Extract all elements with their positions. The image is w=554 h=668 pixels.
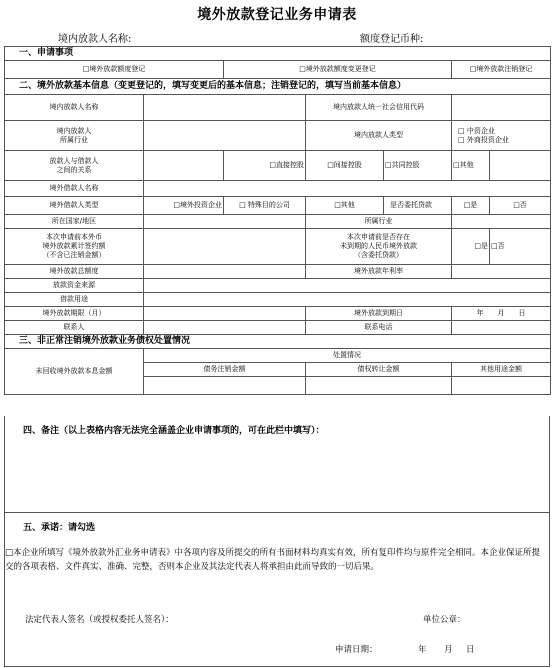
section-2-title: 二、境外放款基本信息（变更登记的，填写变更后的基本信息；注销登记的，填写当前基本信息） [5, 79, 551, 95]
section-4-title: 四、备注（以上表格内容无法完全涵盖企业申请事项的，可在此栏中填写）： [23, 426, 325, 436]
label-lender-type: 境内放款人类型 [306, 121, 452, 151]
field-fund-source[interactable] [144, 279, 551, 293]
label-entrusted-loan: 是否委托贷款 [384, 197, 452, 215]
field-phone[interactable] [452, 321, 551, 335]
option-foreign-enterprise[interactable]: □ 外商投资企业 [458, 135, 509, 144]
label-lender-industry: 境内放款人 所属行业 [5, 121, 144, 151]
field-contact[interactable] [144, 321, 306, 335]
label-borrower-type: 境外借款人类型 [5, 197, 144, 215]
field-other-use[interactable] [452, 377, 551, 395]
option-rmb-yes[interactable]: □是 [452, 229, 490, 265]
section-3-title: 三、非正常注销境外放款业务债权处置情况 [5, 335, 551, 349]
label-rmb-outstanding: 本次申请前是否存在 未到期的人民币境外放款 （含委托贷款） [306, 229, 452, 265]
field-credit-code[interactable] [452, 95, 551, 121]
option-quota-registration[interactable]: □境外放款额度登记 [5, 61, 224, 79]
option-cancellation[interactable]: □境外放款注销登记 [452, 61, 551, 79]
signature-label: 法定代表人签名（或授权委托人签名）： [25, 615, 174, 625]
option-other-type[interactable]: □其他 [306, 197, 384, 215]
option-chinese-enterprise[interactable]: □ 中资企业 [458, 126, 495, 135]
label-maturity-date: 境外放款到期日 [306, 307, 452, 321]
label-loan-use: 借款用途 [5, 293, 144, 307]
label-debt-write-off: 债务注销金额 [144, 363, 306, 377]
label-contact: 联系人 [5, 321, 144, 335]
field-loan-use[interactable] [144, 293, 551, 307]
commitment-text[interactable]: □本企业所填写《境外放款外汇业务申请表》中各项内容及所提交的所有书面材料均真实有效，所有复印件均与原件完全相同。本企业保证所提交的各项表格、文件真实、准确、完整，否则本企业及其法定代表人将承担由此而导致的一切后果。 [5, 548, 541, 572]
label-phone: 联系电话 [306, 321, 452, 335]
field-maturity-date[interactable]: 年 月 日 [452, 307, 551, 321]
option-overseas-investment[interactable]: □境外投资企业 [144, 197, 224, 215]
option-rmb-no[interactable]: □否 [490, 229, 551, 265]
lender-name-label: 境内放款人名称: [58, 34, 132, 45]
label-unrecovered-amount: 未回收境外放款本息金额 [5, 349, 144, 395]
notes-and-commitment [4, 416, 550, 667]
section-5-title: 五、承诺：请勾选 [23, 523, 96, 533]
label-credit-code: 境内放款人统一社会信用代码 [306, 95, 452, 121]
label-debt-transfer: 债权转让金额 [306, 363, 452, 377]
field-loan-term[interactable] [144, 307, 306, 321]
section-1-title: 一、申请事项 [5, 47, 551, 61]
field-total-amount[interactable] [144, 265, 306, 279]
date-year: 年 [418, 645, 427, 655]
label-total-amount: 境外放款总额度 [5, 265, 144, 279]
form-title: 境外放款登记业务申请表 [197, 7, 357, 23]
option-entrusted-no[interactable]: □否 [490, 197, 551, 215]
label-country: 所在国家/地区 [5, 215, 144, 229]
divider [5, 512, 549, 513]
option-quota-change[interactable]: □境外放款额度变更登记 [224, 61, 452, 79]
form-table [4, 46, 551, 395]
field-borrower-industry[interactable] [452, 215, 551, 229]
field-debt-write-off[interactable] [144, 377, 306, 395]
label-cumulative-amount: 本次申请前本外币 境外放款累计签约额 （不含已注销金额） [5, 229, 144, 265]
label-relationship: 放款人与借款人 之间的关系 [5, 151, 144, 181]
field-cumulative-amount[interactable] [144, 229, 306, 265]
label-disposal: 处置情况 [144, 349, 551, 363]
field-lender-industry[interactable] [144, 121, 306, 151]
date-day: 日 [466, 645, 475, 655]
lender-type-options [452, 121, 551, 151]
label-borrower-industry: 所属行业 [306, 215, 452, 229]
field-annual-rate[interactable] [452, 265, 551, 279]
option-other-relation[interactable]: □其他 [452, 151, 490, 181]
field-borrower-name[interactable] [144, 181, 551, 197]
currency-label: 额度登记币种: [360, 34, 424, 45]
option-spv[interactable]: □ 特殊目的公司 [224, 197, 306, 215]
label-lender-name: 境内放款人名称 [5, 95, 144, 121]
option-indirect-holding[interactable]: □间接控股 [306, 151, 384, 181]
field-debt-transfer[interactable] [306, 377, 452, 395]
option-direct-holding[interactable]: □直接控股 [224, 151, 306, 181]
label-borrower-name: 境外借款人名称 [5, 181, 144, 197]
application-date-label: 申请日期： [335, 645, 378, 655]
field-lender-name[interactable] [144, 95, 306, 121]
option-joint-holding[interactable]: □共同控股 [384, 151, 452, 181]
option-entrusted-yes[interactable]: □是 [452, 197, 490, 215]
field-country[interactable] [144, 215, 306, 229]
label-other-use: 其他用途金额 [452, 363, 551, 377]
label-annual-rate: 境外放款年利率 [306, 265, 452, 279]
company-seal-label: 单位公章： [423, 615, 466, 625]
date-month: 月 [444, 645, 453, 655]
label-loan-term: 境外放款期限（月） [5, 307, 144, 321]
label-fund-source: 放款资金来源 [5, 279, 144, 293]
